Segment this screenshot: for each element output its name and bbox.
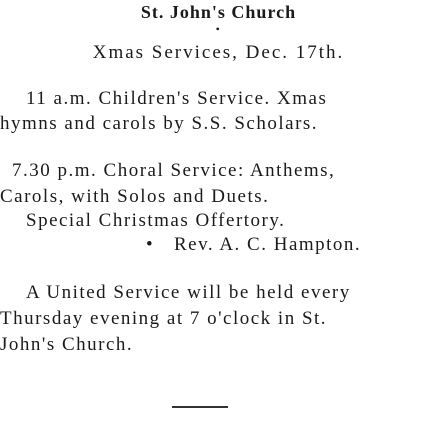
title-ornament: • <box>215 22 222 36</box>
united-service-line-3: John's Church. <box>0 334 134 355</box>
page-title: St. John's Church <box>140 2 297 22</box>
united-service-line-2: Thursday evening at 7 o'clock in St. <box>0 308 328 329</box>
signature-line: Rev. A. C. Hampton. <box>174 234 362 255</box>
children-service-line-1: 11 a.m. Children's Service. Xmas <box>26 88 328 109</box>
signature-dot: • <box>146 234 153 255</box>
choral-service-line-2: Carols, with Solos and Duets. <box>0 186 270 207</box>
offertory-line: Special Christmas Offertory. <box>26 210 286 231</box>
divider-rule <box>172 406 228 408</box>
united-service-line-1: A United Service will be held every <box>26 282 351 303</box>
choral-service-line-1: 7.30 p.m. Choral Service: Anthems, <box>12 160 336 181</box>
subtitle: Xmas Services, Dec. 17th. <box>92 42 345 63</box>
children-service-line-2: hymns and carols by S.S. Scholars. <box>0 113 319 134</box>
